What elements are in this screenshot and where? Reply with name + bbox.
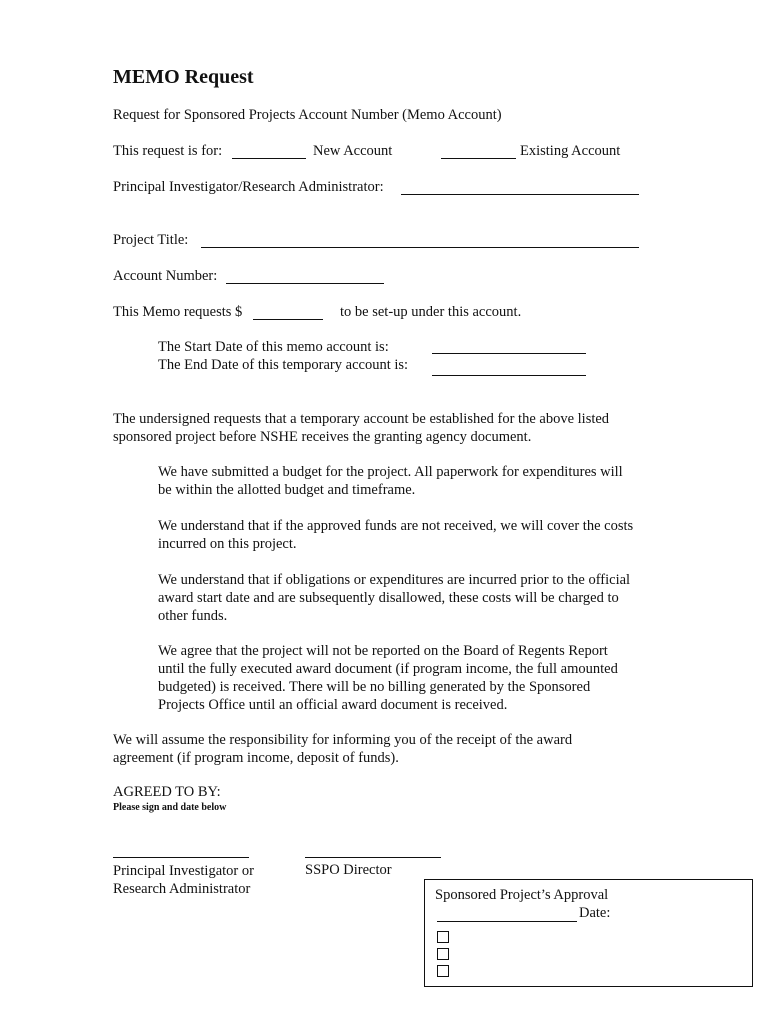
statement-line: award start date and are subsequently disallowed, these costs will be charged to (158, 590, 619, 606)
pi-signature-line-1: Principal Investigator or (113, 863, 254, 879)
approval-checkbox-1[interactable] (437, 931, 449, 943)
pi-signature-line[interactable] (113, 857, 249, 858)
statement-line: We understand that if obligations or expenditures are incurred prior to the official (158, 572, 631, 588)
assume-line-2: agreement (if program income, deposit of funds). (113, 750, 399, 766)
statement-line: be within the allotted budget and timeframe. (158, 482, 416, 498)
director-label: SSPO Director (305, 862, 392, 878)
account-number-label: Account Number: (113, 268, 218, 284)
statement-line: until the fully executed award document (if program income, the full amounted (158, 661, 618, 677)
memo-requests-suffix: to be set-up under this account. (340, 304, 522, 320)
statement-budget (158, 463, 623, 499)
statement-line: other funds. (158, 608, 228, 624)
undersigned-line-2: sponsored project before NSHE receives the granting agency document. (113, 429, 532, 445)
approval-date-label: Date: (579, 905, 611, 921)
project-title-label: Project Title: (113, 232, 189, 248)
existing-account-label: Existing Account (520, 143, 621, 159)
approval-checkbox-2[interactable] (437, 948, 449, 960)
new-account-blank[interactable] (232, 158, 306, 159)
page-title: MEMO Request (113, 66, 254, 88)
agreed-note: Please sign and date below (113, 802, 227, 813)
pi-signature-line-2: Research Administrator (113, 881, 251, 897)
statement-regents (158, 642, 618, 714)
request-for-label: This request is for: (113, 143, 223, 159)
assume-paragraph (113, 731, 572, 767)
statement-line: We understand that if the approved funds are not received, we will cover the costs (158, 518, 634, 534)
statement-funds (158, 517, 633, 553)
start-date-label: The Start Date of this memo account is: (158, 339, 389, 355)
end-date-field[interactable] (432, 375, 586, 376)
statement-line: budgeted) is received. There will be no billing generated by the Sponsored (158, 679, 591, 695)
new-account-label: New Account (313, 143, 393, 159)
approval-box (424, 879, 753, 987)
pi-signature-label (113, 862, 254, 898)
approval-title: Sponsored Project’s Approval (435, 887, 609, 903)
pi-field[interactable] (401, 194, 639, 195)
statement-line: We have submitted a budget for the project. All paperwork for expenditures will (158, 464, 623, 480)
undersigned-paragraph (113, 410, 609, 446)
statement-line: incurred on this project. (158, 536, 297, 552)
approval-checkbox-3[interactable] (437, 965, 449, 977)
statement-line: We agree that the project will not be reported on the Board of Regents Report (158, 643, 608, 659)
memo-requests-prefix: This Memo requests $ (113, 304, 243, 320)
statement-obligations (158, 571, 630, 625)
account-number-field[interactable] (226, 283, 384, 284)
undersigned-line-1: The undersigned requests that a temporary account be established for the above listed (113, 411, 610, 427)
memo-amount-field[interactable] (253, 319, 323, 320)
start-date-field[interactable] (432, 353, 586, 354)
agreed-heading: AGREED TO BY: (113, 784, 221, 800)
existing-account-blank[interactable] (441, 158, 516, 159)
subtitle: Request for Sponsored Projects Account Number (Memo Account) (113, 107, 502, 123)
pi-label: Principal Investigator/Research Administrator: (113, 179, 384, 195)
approval-signature-line[interactable] (437, 921, 577, 922)
director-signature-line[interactable] (305, 857, 441, 858)
statement-line: Projects Office until an official award document is received. (158, 697, 508, 713)
project-title-field[interactable] (201, 247, 639, 248)
end-date-label: The End Date of this temporary account is: (158, 357, 409, 373)
assume-line-1: We will assume the responsibility for informing you of the receipt of the award (113, 732, 573, 748)
